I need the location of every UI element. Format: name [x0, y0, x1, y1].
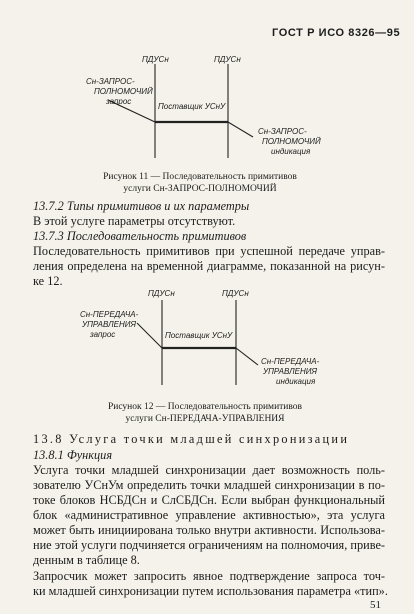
figure-caption: Рисунок 12 — Последовательность примитивов: [107, 402, 303, 412]
indication-label-1: Сн-ЗАПРОС-: [258, 127, 307, 136]
left-station-label: ПДУСн: [148, 289, 175, 298]
indication-label-3: индикация: [276, 377, 316, 386]
request-label-2: ПОЛНОМОЧИЙ: [94, 87, 153, 96]
figure-caption: услуги Сн-ЗАПРОС-ПОЛНОМОЧИЙ: [123, 184, 277, 194]
request-label-2: УПРАВЛЕНИЯ: [82, 320, 136, 329]
paragraph: В этой услуге параметры отсутствуют.: [33, 214, 236, 228]
paragraph-line: Последовательность примитивов при успешной передаче управ-: [33, 244, 385, 258]
figure-caption: Рисунок 11 — Последовательность примитивов: [103, 172, 297, 182]
indication-label-3: индикация: [271, 147, 311, 156]
indication-arrow: [236, 348, 258, 365]
paragraph-line: Запросчик может запросить явное подтверждение запроса точ-: [33, 569, 385, 583]
paragraph-line: блок «административное управление активностью», эта услуга: [33, 508, 385, 522]
right-station-label: ПДУСн: [222, 289, 249, 298]
indication-arrow: [228, 122, 253, 137]
request-label-1: Сн-ЗАПРОС-: [86, 77, 135, 86]
right-station-label: ПДУСн: [214, 55, 241, 64]
paragraph-line: токе блоков НСБДСн и СлСБДСн. Если выбран функциональный: [33, 493, 385, 507]
provider-label: Поставщик УСнУ: [165, 331, 233, 340]
page-number: 51: [370, 599, 381, 611]
section-heading: 13.7.3 Последовательность примитивов: [33, 229, 247, 243]
section-heading: 13.7.2 Типы примитивов и их параметры: [33, 199, 250, 213]
page-header: ГОСТ Р ИСО 8326—95: [272, 27, 401, 39]
request-label-3: запрос: [90, 330, 116, 339]
request-label-1: Сн-ПЕРЕДАЧА-: [80, 310, 139, 319]
paragraph-line: зователю УСнУм определить точки младшей синхронизации в по-: [33, 478, 385, 492]
paragraph-line: ки младшей синхронизации путем использования параметра «тип».: [33, 584, 388, 598]
figure-caption: услуги Сн-ПЕРЕДАЧА-УПРАВЛЕНИЯ: [125, 414, 285, 424]
left-station-label: ПДУСн: [142, 55, 169, 64]
paragraph-line: ке 12.: [33, 274, 63, 288]
figure-11-diagram: [0, 0, 414, 180]
request-label-3: запрос: [106, 97, 132, 106]
indication-label-1: Сн-ПЕРЕДАЧА-: [261, 357, 320, 366]
figure-12-diagram: [0, 290, 414, 400]
indication-label-2: УПРАВЛЕНИЯ: [263, 367, 317, 376]
paragraph-line: ления определена на временной диаграмме, показанной на рисун-: [33, 259, 385, 273]
paragraph-line: денным в таблице 8.: [33, 553, 140, 567]
provider-label: Поставщик УСнУ: [158, 102, 226, 111]
section-heading: 13.8 Услуга точки младшей синхронизации: [33, 432, 350, 446]
request-arrow: [137, 323, 162, 348]
paragraph-line: Услуга точки младшей синхронизации дает возможность поль-: [33, 463, 385, 477]
paragraph-line: может быть инициирована только внутри активности. Использова-: [33, 523, 385, 537]
indication-label-2: ПОЛНОМОЧИЙ: [262, 137, 321, 146]
paragraph-line: ние этой услуги подчиняется ограничениям на полномочия, приве-: [33, 538, 385, 552]
section-heading: 13.8.1 Функция: [33, 448, 113, 462]
